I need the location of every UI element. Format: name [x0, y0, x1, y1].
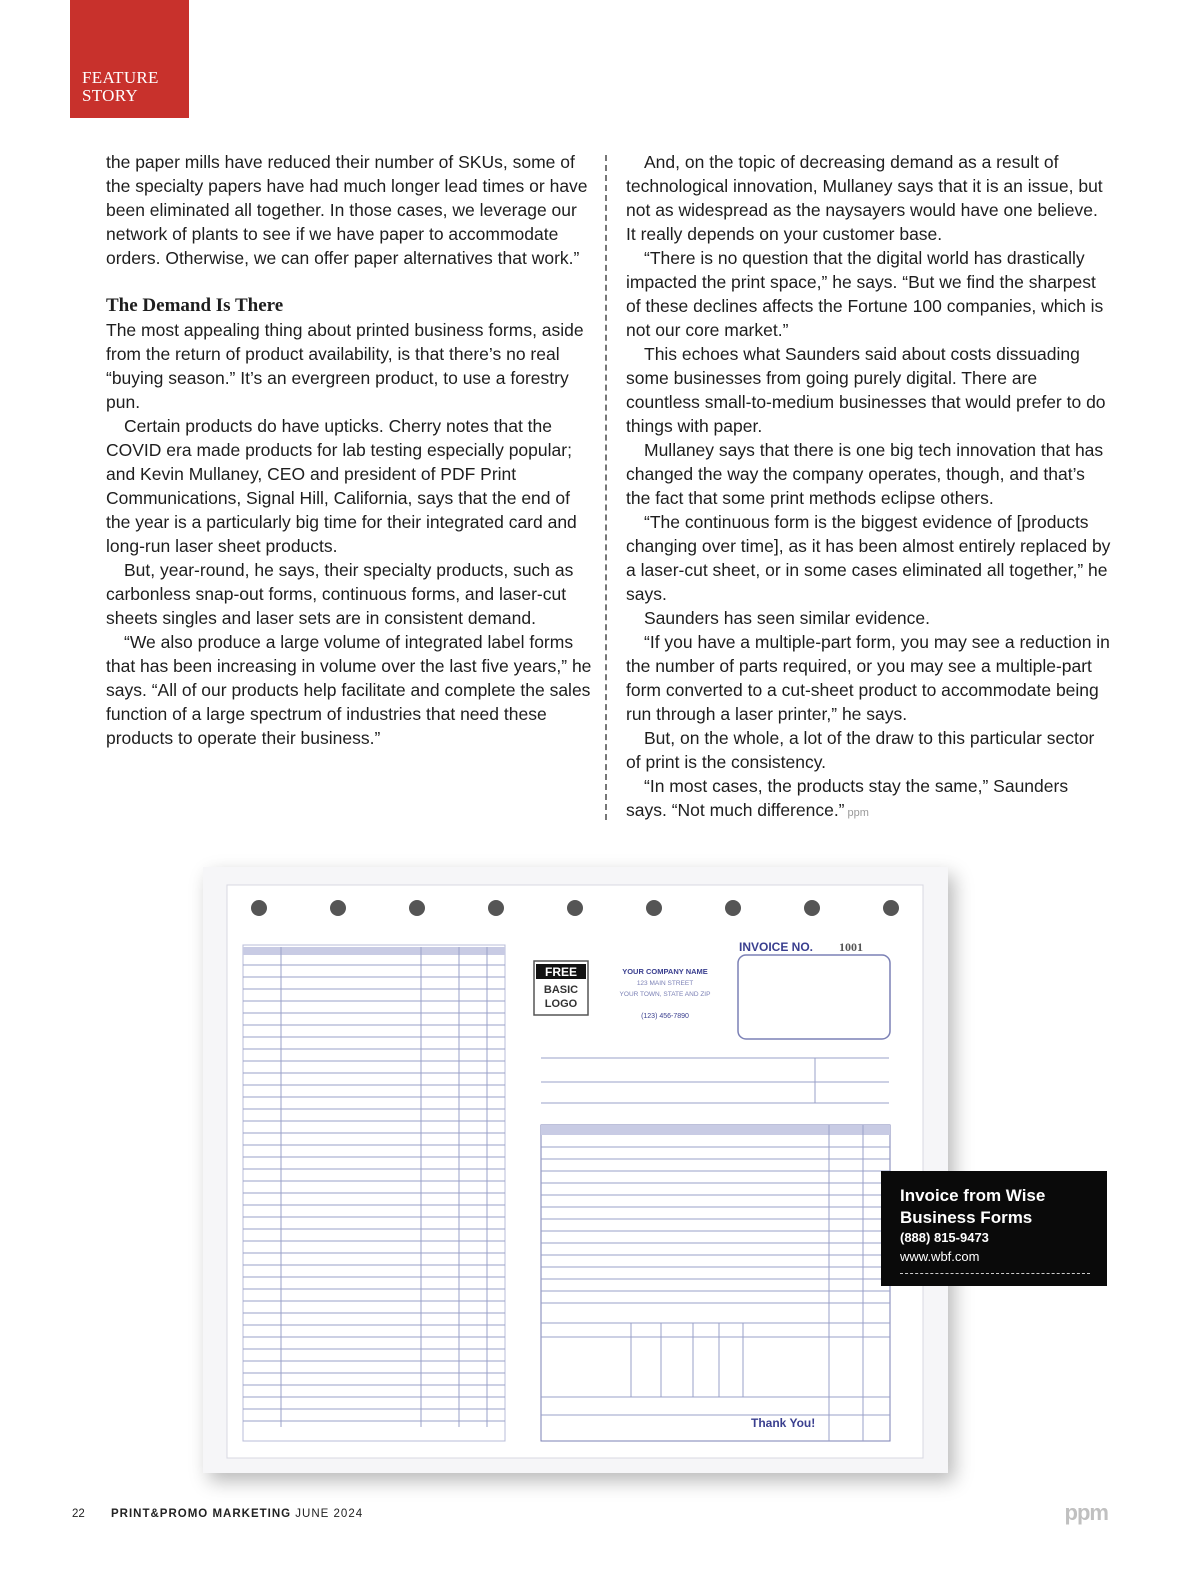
body-paragraph: Certain products do have upticks. Cherry notes that the COVID era made products for lab testing especially popular; and Kevin Mullaney, CEO and president of PDF Print Communications, Signal Hill, California, says that the end of the year is a particularly big time for their integrated card and long-run laser sheet products.	[106, 416, 577, 556]
tag-line-2: STORY	[82, 86, 138, 105]
body-paragraph: Mullaney says that there is one big tech innovation that has changed the way the company operates, though, and that’s the fact that some print methods eclipse others.	[626, 440, 1104, 508]
invoice-number: 1001	[839, 940, 863, 954]
last-paragraph	[626, 774, 1112, 825]
body-paragraph: This echoes what Saunders said about costs dissuading some businesses from going purely digital. There are countless small-to-medium businesses that would prefer to do things with paper.	[626, 344, 1106, 436]
page-number: 22	[72, 1508, 85, 1520]
body-paragraph: “The continuous form is the biggest evidence of [products changing over time], as it has been almost entirely replaced by a laser-cut sheet, or in some cases eliminated all together,” he says.	[626, 512, 1111, 604]
binding-hole	[725, 900, 741, 916]
binding-hole	[330, 900, 346, 916]
caption-url: www.wbf.com	[900, 1249, 980, 1264]
caption-phone: (888) 815-9473	[900, 1230, 989, 1245]
binding-hole	[251, 900, 267, 916]
caption-title: Invoice from Wise Business Forms	[900, 1186, 1046, 1227]
binding-hole	[567, 900, 583, 916]
binding-hole	[409, 900, 425, 916]
work-table-header	[541, 1125, 890, 1135]
binding-hole	[646, 900, 662, 916]
ppm-logo: ppm	[1064, 1500, 1108, 1525]
image-caption	[881, 1171, 1107, 1286]
last-paragraph-text: “In most cases, the products stay the same,” Saunders says. “Not much difference.”	[626, 776, 1069, 820]
page-footer	[72, 1508, 363, 1520]
company-street-text: 123 MAIN STREET	[636, 980, 694, 987]
logo-basic-text: BASIC	[543, 984, 579, 996]
binding-hole	[883, 900, 899, 916]
thank-you-text: Thank You!	[751, 1416, 816, 1430]
materials-table-header	[243, 947, 505, 955]
invoice-form-image	[203, 867, 948, 1473]
body-paragraph: “If you have a multiple-part form, you may see a reduction in the number of parts required, or you may see a multiple-part form converted to a cut-sheet product to accommodate being run through a laser printer,” he says.	[626, 632, 1110, 724]
caption-dashed-rule	[900, 1273, 1090, 1274]
binding-hole	[488, 900, 504, 916]
logo-logo-text: LOGO	[544, 998, 578, 1010]
intro-paragraph: the paper mills have reduced their number of SKUs, some of the specialty papers have had much longer lead times or have been eliminated all together. In those cases, we leverage our network of plants to see if we have paper to accommodate orders. Otherwise, we can offer paper alternatives that work.”	[106, 152, 588, 268]
company-city-text: YOUR TOWN, STATE AND ZIP	[619, 991, 711, 998]
body-paragraph: But, year-round, he says, their specialty products, such as carbonless snap-out forms, continuous forms, and laser-cut sheets singles and laser sets are in consistent demand.	[106, 560, 574, 628]
company-phone-text: (123) 456-7890	[641, 1013, 689, 1020]
end-mark: ppm	[847, 807, 869, 819]
issue-date: JUNE 2024	[295, 1508, 364, 1520]
invoice-form-drawing	[203, 867, 948, 1473]
right-column	[626, 150, 1112, 825]
body-paragraph: “We also produce a large volume of integrated label forms that has been increasing in volume over the last five years,” he says. “All of our products help facilitate and complete the sales function of a large spectrum of industries that need these products to operate their business.”	[106, 632, 592, 748]
invoice-label: INVOICE NO.	[739, 940, 814, 954]
body-paragraph: Saunders has seen similar evidence.	[644, 608, 930, 628]
binding-hole	[804, 900, 820, 916]
body-paragraph: But, on the whole, a lot of the draw to this particular sector of print is the consistency.	[626, 728, 1095, 772]
section-heading: The Demand Is There	[106, 295, 284, 316]
company-name-text: YOUR COMPANY NAME	[622, 967, 708, 976]
magazine-name: PRINT&PROMO MARKETING	[111, 1508, 292, 1520]
column-divider	[605, 155, 607, 820]
left-column	[106, 150, 592, 750]
tag-line-1: FEATURE	[82, 68, 159, 87]
body-paragraph: And, on the topic of decreasing demand as a result of technological innovation, Mullaney says that it is an issue, but not as widespread as the naysayers would have one believe. It really depends on your customer base.	[626, 152, 1103, 244]
body-paragraph: The most appealing thing about printed business forms, aside from the return of product availability, is that there’s no real “buying season.” It’s an evergreen product, to use a forestry pun.	[106, 320, 584, 412]
logo-free-text: FREE	[544, 965, 578, 979]
body-paragraph: “There is no question that the digital world has drastically impacted the print space,” he says. “But we find the sharpest of these declines affects the Fortune 100 companies, which is not our core market.”	[626, 248, 1104, 340]
feature-story-tag	[70, 0, 189, 118]
